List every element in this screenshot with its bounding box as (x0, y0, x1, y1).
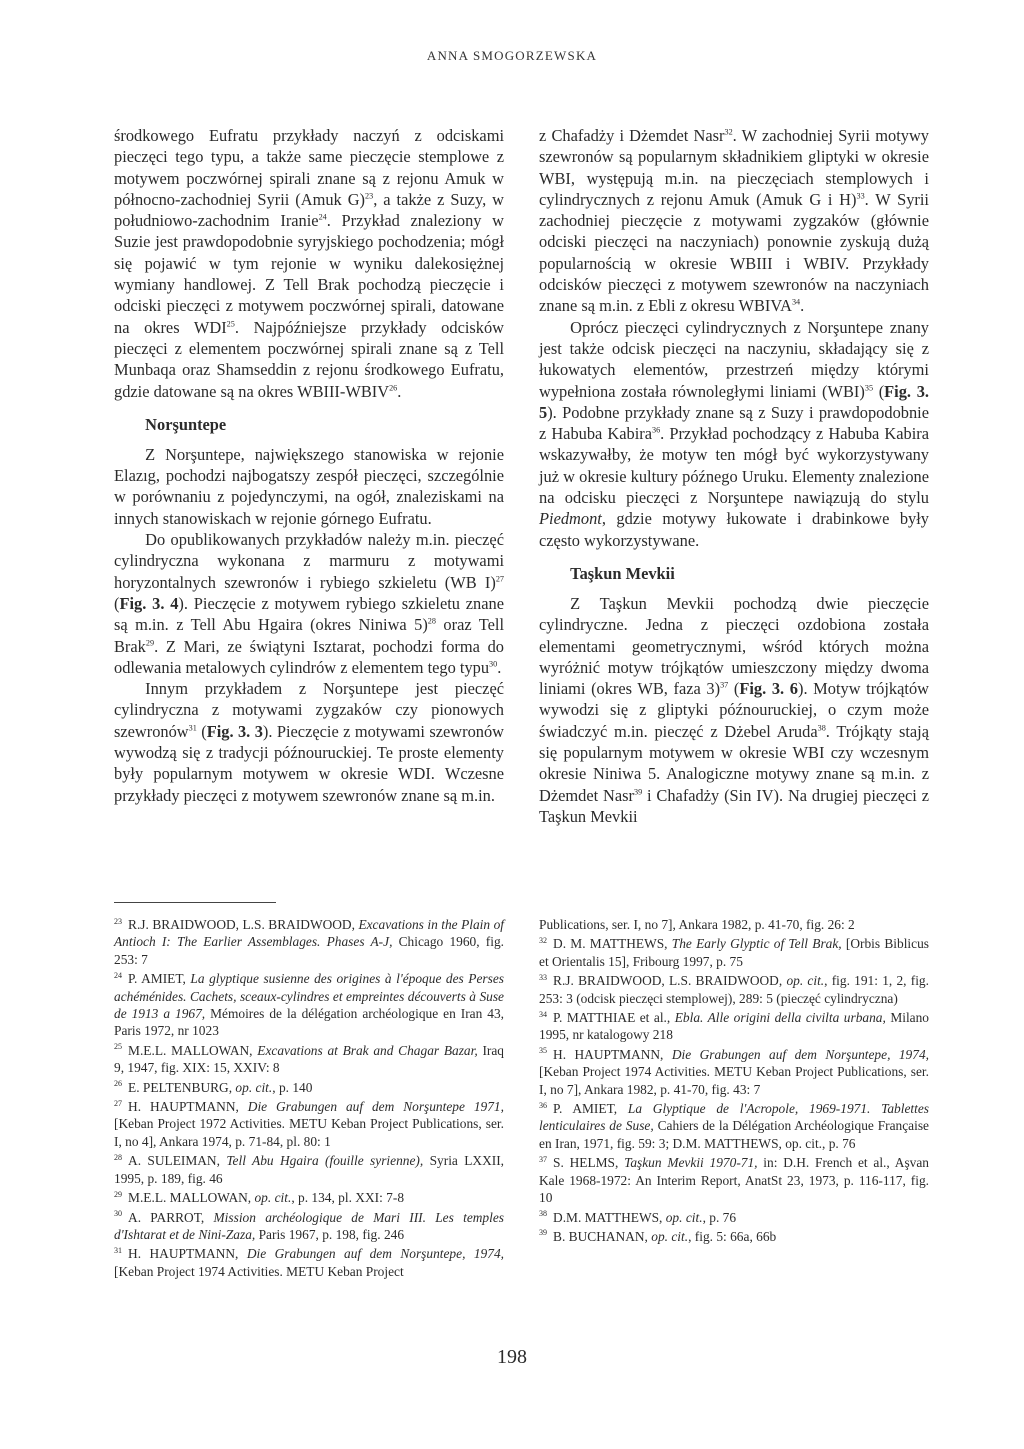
footnote: $^{39}$ B. BUCHANAN, op. cit., fig. 5: 66a, 66b (539, 1228, 777, 1244)
paragraph: Do opublikowanych przykładów należy m.in. pieczęć cylindryczna wykonana z marmuru z motywami horyzontalnych szewronów i rybiego szkieletu (WB I)$^{27}$ (Fig. 3. 4). Pieczęcie z motywem rybiego szkieletu znane są m.in. z Tell Abu Hgaira (okres Niniwa 5)$^{28}$ oraz Tell Brak$^{29}$. Z Mari, ze świątyni Isztarat, pochodzi forma do odlewania metalowych cylindrów z elementem tego typu$^{30}$. (114, 530, 505, 677)
footnote: $^{35}$ H. HAUPTMANN, Die Grabungen auf dem Norşuntepe, 1974, [Keban Project 1974 Activities. METU Keban Project Publications, ser. I, no 7], Ankara 1982, p. 41-70, fig. 43: 7 (539, 1046, 929, 1097)
body-column-left (114, 125, 504, 806)
figure-ref[interactable]: Fig. 3. 4 (119, 593, 179, 613)
footnote-ref[interactable]: 36 (651, 425, 661, 435)
footnote: $^{36}$ P. AMIET, La Glyptique de l'Acropole, 1969-1971. Tablettes lenticulaires de Suse, Cahiers de la Délégation Archéologique Française en Iran, 1971, fig. 59: 3; D.M. MATTHEWS, op. cit., p. 76 (539, 1100, 930, 1151)
footnote: $^{37}$ S. HELMS, Taşkun Mevkii 1970-71, in: D.H. French et al., Aşvan Kale 1968-1972: An Interim Report, AnatSt 23, 1973, p. 116-117, fig. 10 (539, 1154, 929, 1206)
footnote-ref[interactable]: 29 (145, 638, 155, 648)
footnote-ref[interactable]: 31 (188, 723, 197, 733)
paragraph: Z Norşuntepe, największego stanowiska w rejonie Elazıg, pochodzi najbogatszy zespół pieczęci, szczególnie w porównaniu z pojedynczymi, na ogół, znaleziskami na innych stanowiskach w rejonie górnego Eufratu. (114, 444, 504, 528)
footnote-ref[interactable]: 35 (864, 383, 874, 393)
page-number: 198 (497, 1346, 527, 1368)
footnote-ref[interactable]: 30 (489, 659, 498, 669)
footnote-ref[interactable]: 38 (817, 723, 826, 733)
footnote: $^{34}$ P. MATTHIAE et al., Ebla. Alle origini della civilta urbana, Milano 1995, nr katalogowy 218 (539, 1009, 930, 1043)
footnote: $^{24}$ P. AMIET, La glyptique susienne des origines à l'époque des Perses achéménides. Cachets, sceaux-cylindres et empreintes découverts à Suse de 1913 a 1967, Mémoires de la délégation archéologique en Iran 43, Paris 1972, nr 1023 (114, 970, 505, 1039)
paragraph: Oprócz pieczęci cylindrycznych z Norşuntepe znany jest także odcisk pieczęci na naczyniu, składający się z łukowatych elementów, przestrzeń między którymi wypełniona została równoległymi liniami (WBI)$^{35}$ (Fig. 3. 5). Podobne przykłady znane są z Suzy i prawdopodobnie z Habuba Kabira$^{36}$. Przykład pochodzący z Habuba Kabira wskazywałby, że motyw ten mógł być wykorzystywany już w okresie kultury późnego Uruku. Elementy znalezione na odcisku pieczęci z Norşuntepe nawiązują do stylu Piedmont, gdzie motywy łukowate i drabinkowe były często wykorzystywane. (539, 317, 929, 550)
paragraph: środkowego Eufratu przykłady naczyń z odciskami pieczęci tego typu, a także same pieczęcie stemplowe z motywem poczwórnej spirali znane są z rejonu Amuk w północno-zachodniej Syrii (Amuk G)$^{23}$, a także z Suzy, w południowo-zachodnim Iranie$^{24}$. Przykład znaleziony w Suzie jest prawdopodobnie syryjskiego pochodzenia; mógł się pojawić w tym rejonie w wyniku dalekosiężnej wymiany handlowej. Z Tell Brak pochodzą pieczęcie i odciski pieczęci z motywem poczwórnej spirali, datowane na okres WDI$^{25}$. Najpóźniejsze przykłady odcisków pieczęci z elementem poczwórnej spirali znane są z Tell Munbaqa oraz Shamseddin z rejonu środkowego Eufratu, gdzie datowane są na okres WBIII-WBIV$^{26}$. (114, 126, 504, 401)
footnote: $^{33}$ R.J. BRAIDWOOD, L.S. BRAIDWOOD, op. cit., fig. 191: 1, 2, fig. 253: 3 (odcisk pieczęci stemplowej), 289: 5 (pieczęć cylindryczna) (539, 972, 929, 1006)
running-head: ANNA SMOGORZEWSKA (426, 48, 598, 63)
footnote-ref[interactable]: 39 (633, 787, 643, 797)
footnote-ref[interactable]: 34 (791, 297, 801, 307)
footnote-ref[interactable]: 26 (389, 383, 398, 393)
body-column-right (539, 125, 929, 827)
paragraph: Z Taşkun Mevkii pochodzą dwie pieczęcie cylindryczne. Jedna z pieczęci ozdobiona została elementami geometrycznymi, wśród których można wyróżnić motyw trójkątów umieszczony między dwoma liniami (okres WB, faza 3)$^{37}$ (Fig. 3. 6). Motyw trójkątów wywodzi się z gliptyki późnouruckiej, o czym może świadczyć m.in. pieczęć z Dżebel Aruda$^{38}$. Trójkąty stają się popularnym motywem w okresie WBI czy wczesnym okresie Niniwa 5. Analogiczne motywy znane są m.in. z Dżemdet Nasr$^{39}$ i Chafadży (Sin IV). Na drugiej pieczęci z Taşkun Mevkii (539, 593, 929, 826)
section-heading: Taşkun Mevkii (570, 563, 675, 583)
footnote: $^{23}$ R.J. BRAIDWOOD, L.S. BRAIDWOOD, Excavations in the Plain of Antioch I: The Earlier Assemblages. Phases A-J, Chicago 1960, fig. 253: 7 (114, 916, 504, 967)
footnote: $^{38}$ D.M. MATTHEWS, op. cit., p. 76 (539, 1209, 737, 1225)
figure-ref[interactable]: Fig. 3. 3 (206, 721, 263, 741)
section-heading: Norşuntepe (145, 414, 227, 434)
footnote: $^{28}$ A. SULEIMAN, Tell Abu Hgaira (fouille syrienne), Syria LXXII, 1995, p. 189, fig. 46 (114, 1152, 505, 1186)
footnote-ref[interactable]: 28 (427, 616, 436, 626)
footnote-ref[interactable]: 24 (318, 212, 327, 222)
footnote-separator (114, 902, 276, 903)
footnote: $^{32}$ D. M. MATTHEWS, The Early Glyptic of Tell Brak, [Orbis Biblicus et Orientalis 15], Fribourg 1997, p. 75 (539, 935, 929, 969)
footnote-ref[interactable]: 23 (365, 191, 374, 201)
footnotes-left (114, 916, 504, 1282)
figure-ref[interactable]: Fig. 3. 6 (739, 679, 798, 699)
footnote: $^{31}$ H. HAUPTMANN, Die Grabungen auf dem Norşuntepe, 1974, [Keban Project 1974 Activities. METU Keban Project (114, 1245, 504, 1279)
footnote-ref[interactable]: 33 (856, 191, 865, 201)
footnote-ref[interactable]: 32 (724, 127, 733, 137)
footnote-ref[interactable]: 27 (495, 574, 504, 584)
footnote-ref[interactable]: 37 (720, 680, 729, 690)
paragraph: Innym przykładem z Norşuntepe jest pieczęć cylindryczna z motywami zygzaków czy pionowych szewronów$^{31}$ (Fig. 3. 3). Pieczęcie z motywami szewronów wywodzą się z tradycji późnouruckiej. Te proste elementy były popularnym motywem w okresie WDI. Wczesne przykłady pieczęci z motywem szewronów znane są m.in. (114, 679, 504, 805)
italic-term: Piedmont (539, 509, 602, 529)
figure-ref[interactable]: Fig. 3. 5 (539, 381, 929, 422)
footnote: $^{25}$ M.E.L. MALLOWAN, Excavations at Brak and Chagar Bazar, Iraq 9, 1947, fig. XIX: 15, XXIV: 8 (114, 1042, 504, 1076)
paragraph: z Chafadży i Dżemdet Nasr$^{32}$. W zachodniej Syrii motywy szewronów są popularnym składnikiem gliptyki w okresie WBI, występują m.in. na pieczęciach stemplowych i cylindrycznych z rejonu Amuk (Amuk G i H)$^{33}$. W Syrii zachodniej pieczęcie z motywami zygzaków (głównie odciski pieczęci na naczyniach) ponownie zyskują dużą popularnością w okresie WBIII i WBIV. Przykłady odcisków pieczęci z motywem szewronów na naczyniach znane są m.in. z Ebli z okresu WBIVA$^{34}$. (539, 126, 929, 316)
footnotes-right (539, 916, 929, 1247)
footnote: $^{26}$ E. PELTENBURG, op. cit., p. 140 (114, 1079, 313, 1095)
footnote-continued: Publications, ser. I, no 7], Ankara 1982, p. 41-70, fig. 26: 2 (539, 917, 855, 932)
footnote: $^{30}$ A. PARROT, Mission archéologique de Mari III. Les temples d'Ishtarat et de Nini-Zaza, Paris 1967, p. 198, fig. 246 (114, 1209, 505, 1242)
footnote-ref[interactable]: 25 (226, 319, 235, 329)
footnote: $^{27}$ H. HAUPTMANN, Die Grabungen auf dem Norşuntepe 1971, [Keban Project 1972 Activities. METU Keban Project Publications, ser. I, no 4], Ankara 1974, p. 71-84, pl. 80: 1 (114, 1098, 504, 1149)
footnote: $^{29}$ M.E.L. MALLOWAN, op. cit., p. 134, pl. XXI: 7-8 (114, 1189, 405, 1206)
